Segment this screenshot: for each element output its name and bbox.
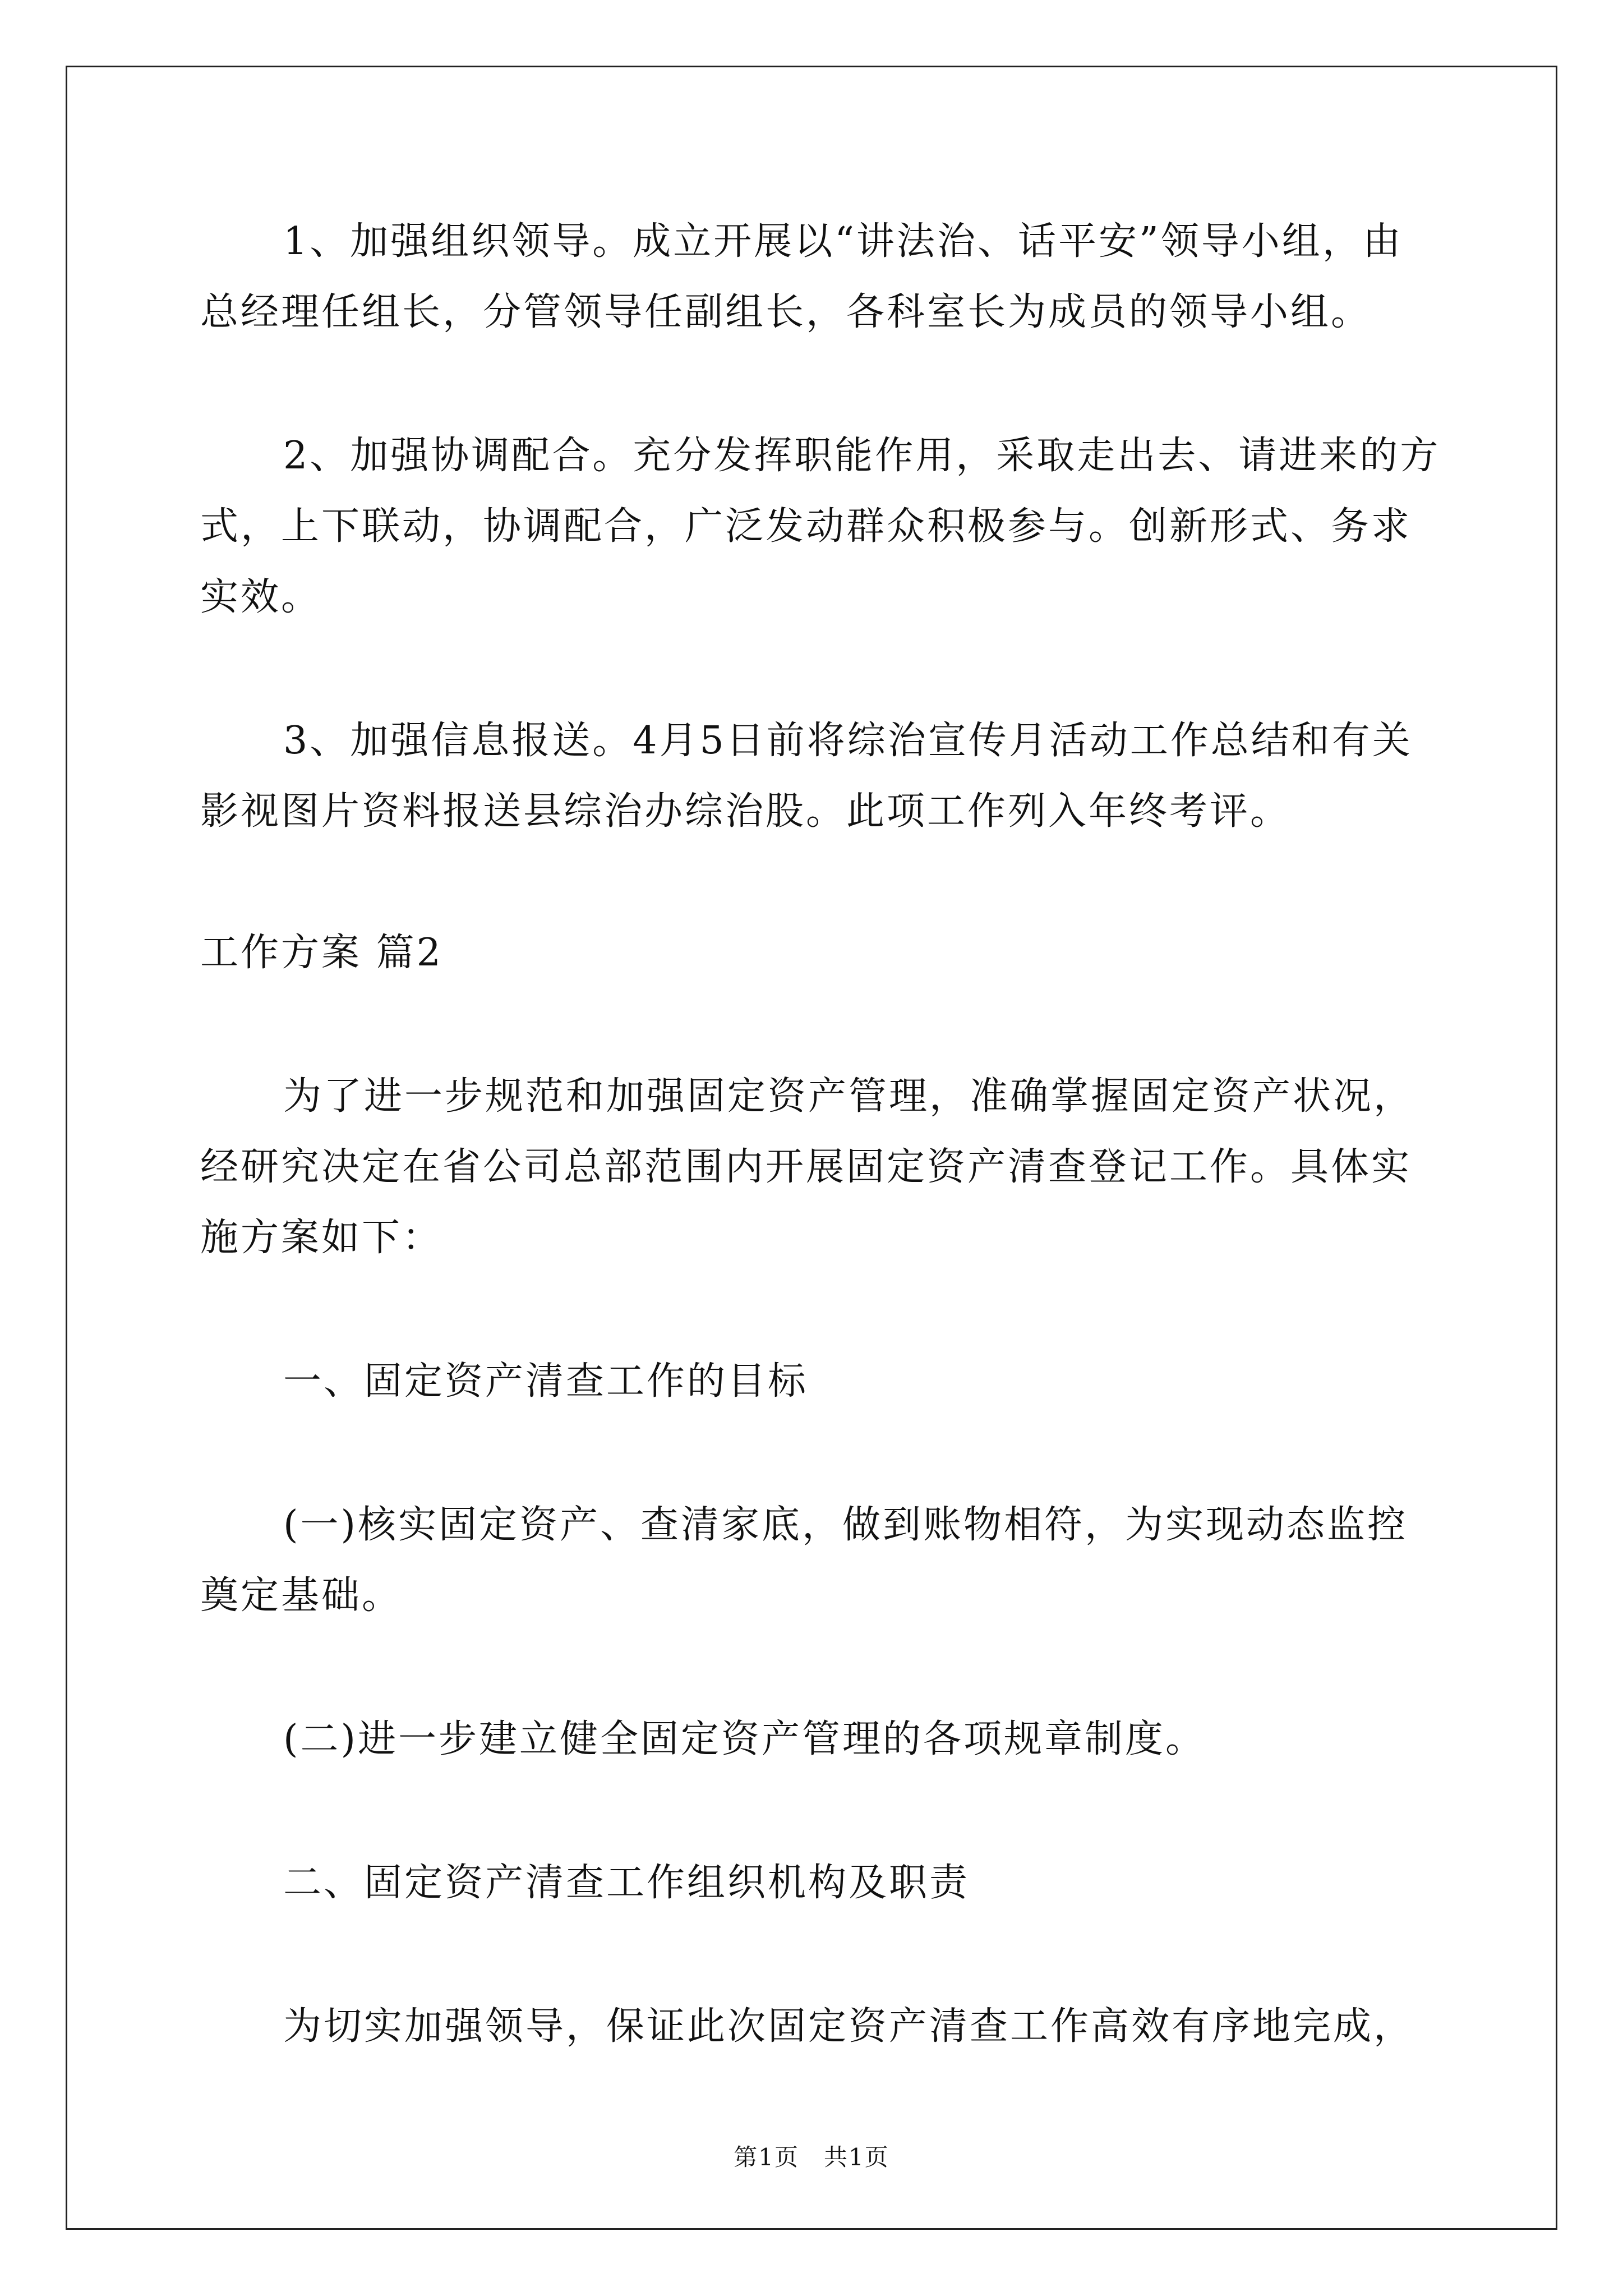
organization-paragraph bbox=[200, 1991, 1428, 2062]
document-body bbox=[200, 206, 1441, 2062]
paragraph-line: 施方案如下： bbox=[200, 1216, 443, 1260]
paragraph-line: 为切实加强领导，保证此次固定资产清查工作高效有序地完成， bbox=[283, 2004, 1414, 2049]
paragraph-line: 经研究决定在省公司总部范围内开展固定资产清查登记工作。具体实 bbox=[200, 1145, 1412, 1189]
paragraph-line: 影视图片资料报送县综治办综治股。此项工作列入年终考评。 bbox=[200, 789, 1291, 834]
paragraph-line: 实效。 bbox=[200, 575, 322, 619]
section-heading-line: 二、固定资产清查工作组织机构及职责 bbox=[283, 1861, 970, 1905]
section-heading-2 bbox=[200, 1848, 1428, 1918]
objective-item-1 bbox=[200, 1490, 1428, 1631]
paragraph-line: 奠定基础。 bbox=[200, 1573, 403, 1618]
section-heading-line: 一、固定资产清查工作的目标 bbox=[283, 1359, 809, 1404]
paragraph-line: 式，上下联动，协调配合，广泛发动群众积极参与。创新形式、务求 bbox=[200, 504, 1412, 549]
page-footer: 第1页 共1页 bbox=[734, 2143, 889, 2171]
paragraph-line: 2、加强协调配合。充分发挥职能作用，采取走出去、请进来的方 bbox=[283, 434, 1441, 478]
section-title-line: 工作方案 篇2 bbox=[200, 931, 443, 975]
section-title bbox=[200, 918, 1428, 988]
paragraph-item-3 bbox=[200, 706, 1428, 847]
intro-paragraph bbox=[200, 1061, 1428, 1273]
paragraph-item-2 bbox=[200, 421, 1441, 633]
paragraph-line: (一)核实固定资产、查清家底，做到账物相符，为实现动态监控 bbox=[283, 1503, 1408, 1547]
paragraph-line: (二)进一步建立健全固定资产管理的各项规章制度。 bbox=[283, 1717, 1206, 1761]
paragraph-line: 1、加强组织领导。成立开展以“讲法治、话平安”领导小组，由 bbox=[283, 219, 1403, 264]
paragraph-line: 3、加强信息报送。4月5日前将综治宣传月活动工作总结和有关 bbox=[283, 719, 1413, 763]
objective-item-2 bbox=[200, 1704, 1428, 1775]
section-heading-1 bbox=[200, 1346, 1428, 1417]
paragraph-line: 为了进一步规范和加强固定资产管理，准确掌握固定资产状况， bbox=[283, 1074, 1414, 1119]
paragraph-line: 总经理任组长，分管领导任副组长，各科室长为成员的领导小组。 bbox=[200, 290, 1372, 334]
paragraph-item-1 bbox=[200, 206, 1428, 348]
